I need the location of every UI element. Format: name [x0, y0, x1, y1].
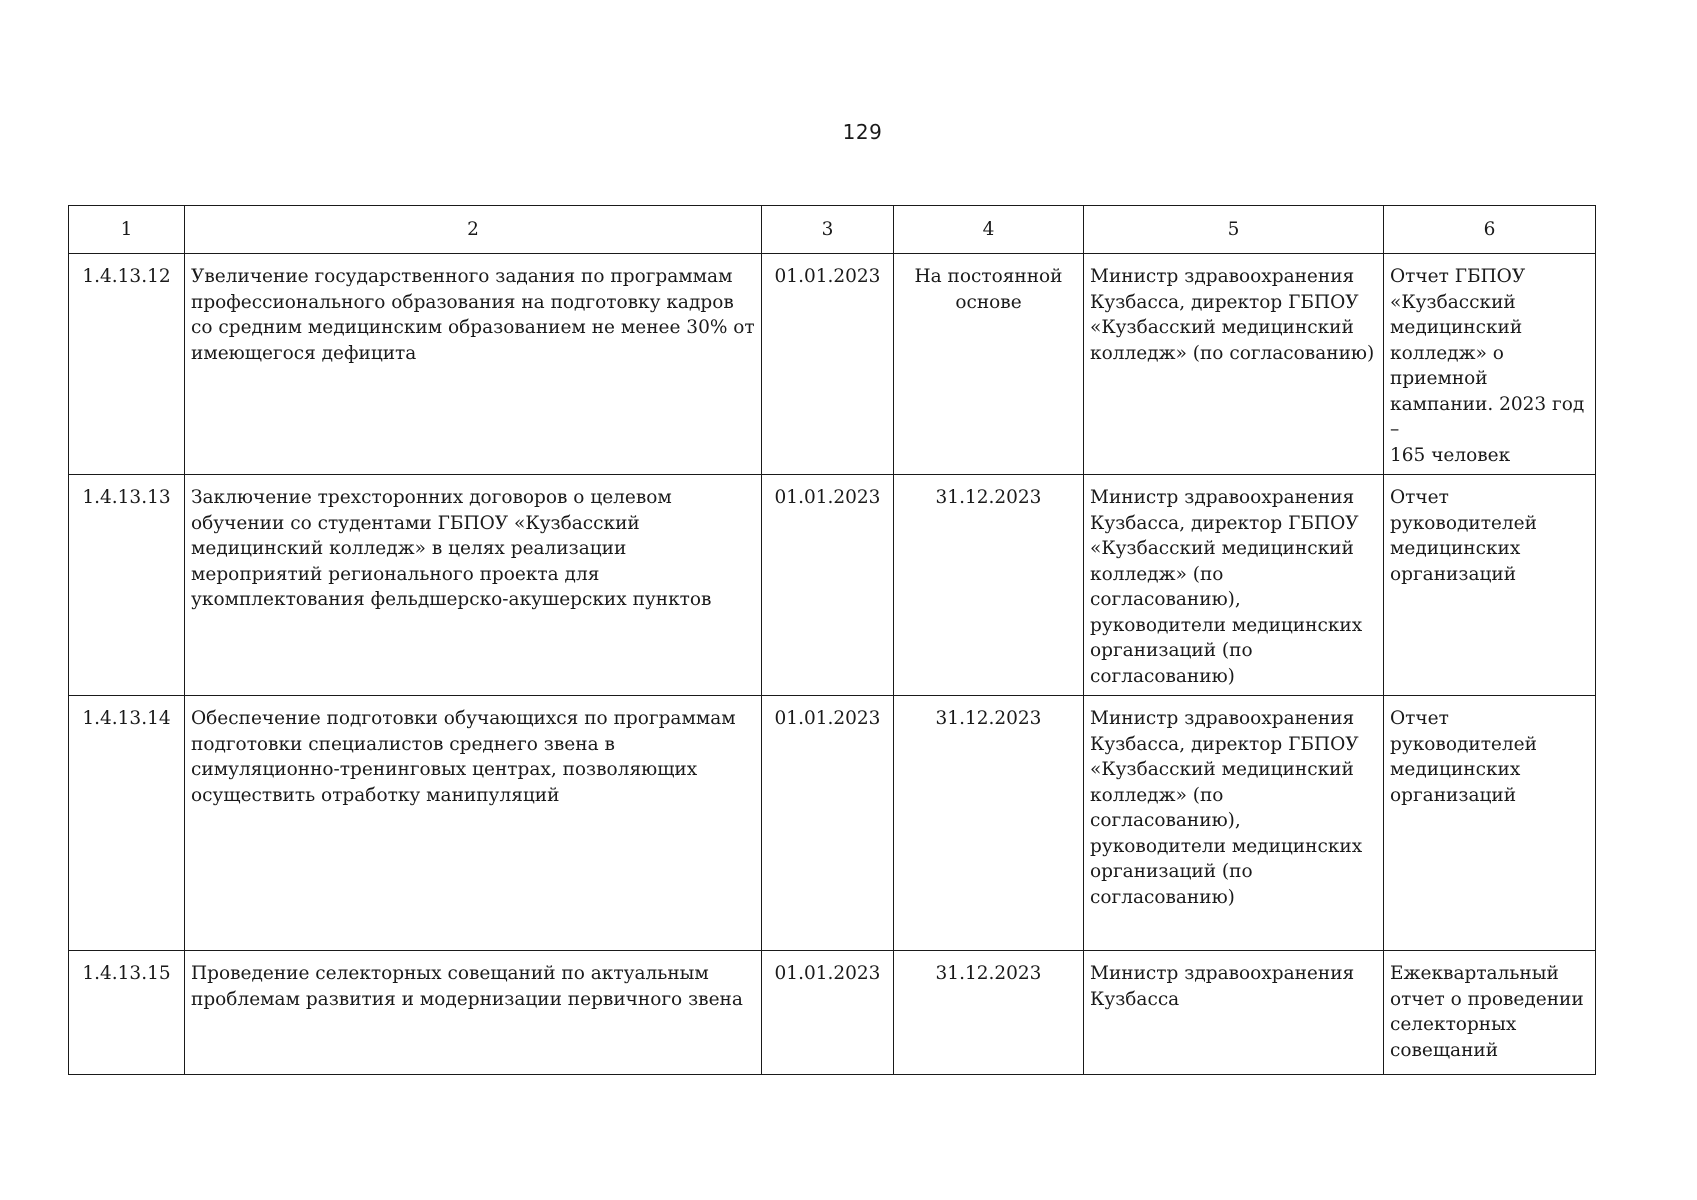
result-cell: Отчет руководителей медицинских организаций: [1384, 475, 1596, 696]
start-date-cell: 01.01.2023: [762, 696, 894, 951]
table-row: [69, 696, 1596, 951]
activity-plan-table: [68, 205, 1596, 1075]
table-row: [69, 254, 1596, 475]
row-number: 1.4.13.13: [69, 475, 185, 696]
header-col-3: 3: [762, 206, 894, 254]
responsible-cell: Министр здравоохранения Кузбасса, директор ГБПОУ «Кузбасский медицинский колледж» (по согласованию), руководители медицинских организаций (по согласованию): [1084, 475, 1384, 696]
activity-cell: Увеличение государственного задания по программам профессионального образования на подготовку кадров со средним медицинским образованием не менее 30% от имеющегося дефицита: [185, 254, 762, 475]
end-date-cell: На постоянной основе: [894, 254, 1084, 475]
header-col-5: 5: [1084, 206, 1384, 254]
activity-cell: Проведение селекторных совещаний по актуальным проблемам развития и модернизации первичного звена: [185, 951, 762, 1075]
header-col-4: 4: [894, 206, 1084, 254]
table-row: [69, 951, 1596, 1075]
result-cell: Отчет ГБПОУ «Кузбасский медицинский колледж» о приемной кампании. 2023 год – 165 человек: [1384, 254, 1596, 475]
activity-cell: Заключение трехсторонних договоров о целевом обучении со студентами ГБПОУ «Кузбасский медицинский колледж» в целях реализации мероприятий регионального проекта для укомплектования фельдшерско-акушерских пунктов: [185, 475, 762, 696]
table-row: [69, 475, 1596, 696]
activity-cell: Обеспечение подготовки обучающихся по программам подготовки специалистов среднего звена в симуляционно-тренинговых центрах, позволяющих осуществить отработку манипуляций: [185, 696, 762, 951]
start-date-cell: 01.01.2023: [762, 254, 894, 475]
header-col-6: 6: [1384, 206, 1596, 254]
responsible-cell: Министр здравоохранения Кузбасса: [1084, 951, 1384, 1075]
header-col-2: 2: [185, 206, 762, 254]
page-number: 129: [842, 120, 883, 144]
row-number: 1.4.13.14: [69, 696, 185, 951]
table-header-row: [69, 206, 1596, 254]
start-date-cell: 01.01.2023: [762, 475, 894, 696]
responsible-cell: Министр здравоохранения Кузбасса, директор ГБПОУ «Кузбасский медицинский колледж» (по согласованию), руководители медицинских организаций (по согласованию): [1084, 696, 1384, 951]
start-date-cell: 01.01.2023: [762, 951, 894, 1075]
header-col-1: 1: [69, 206, 185, 254]
result-cell: Ежеквартальный отчет о проведении селекторных совещаний: [1384, 951, 1596, 1075]
result-cell: Отчет руководителей медицинских организаций: [1384, 696, 1596, 951]
end-date-cell: 31.12.2023: [894, 951, 1084, 1075]
end-date-cell: 31.12.2023: [894, 696, 1084, 951]
end-date-cell: 31.12.2023: [894, 475, 1084, 696]
responsible-cell: Министр здравоохранения Кузбасса, директор ГБПОУ «Кузбасский медицинский колледж» (по согласованию): [1084, 254, 1384, 475]
row-number: 1.4.13.15: [69, 951, 185, 1075]
row-number: 1.4.13.12: [69, 254, 185, 475]
